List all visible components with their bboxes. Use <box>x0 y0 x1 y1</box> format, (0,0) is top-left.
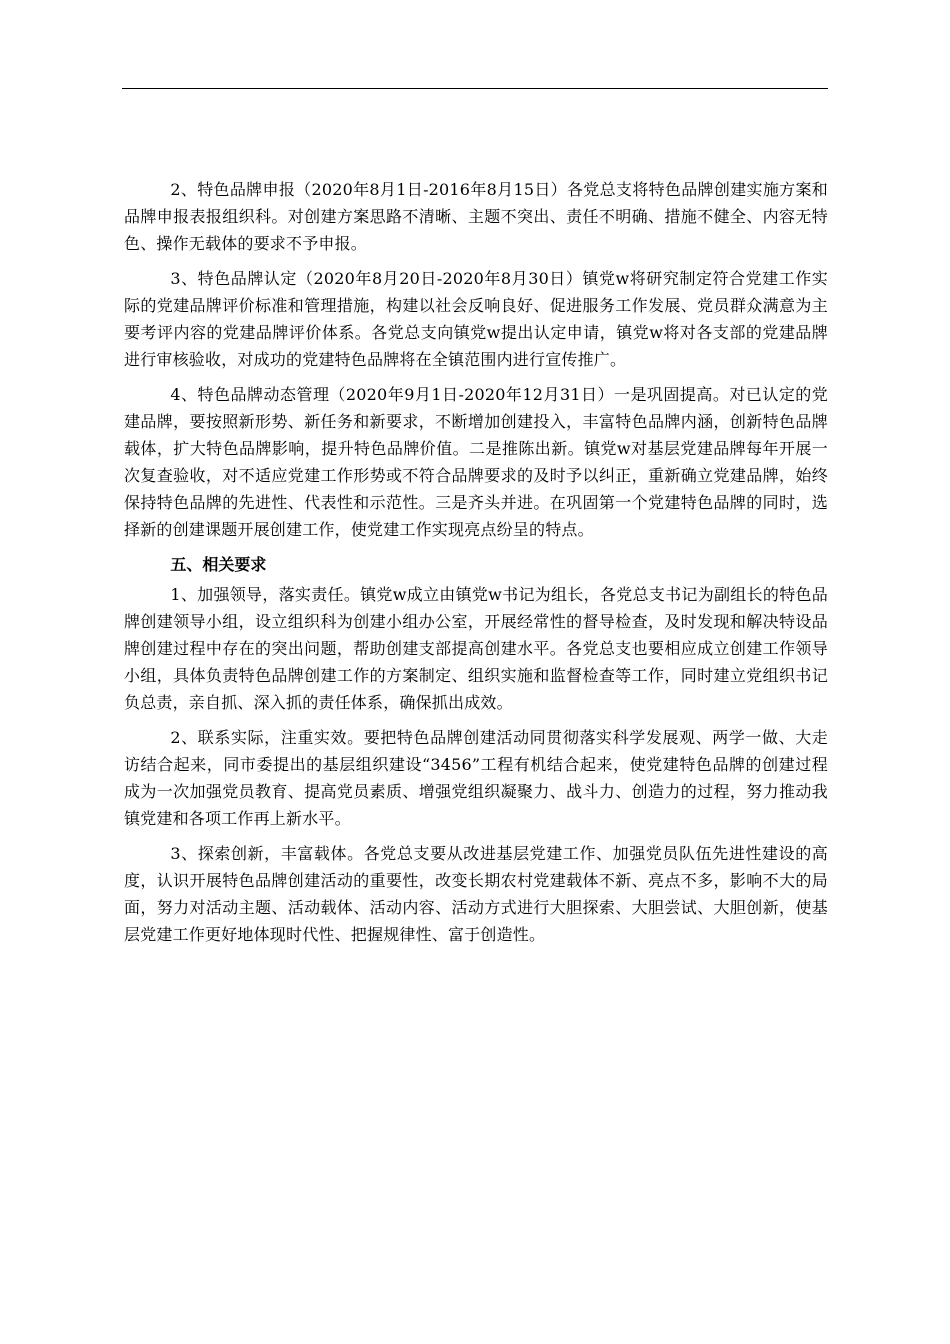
document-body <box>124 176 828 956</box>
header-rule <box>122 88 828 89</box>
paragraph-brand-application: 2、特色品牌申报（2020年8月1日-2016年8月15日）各党总支将特色品牌创建实施方案和品牌申报表报组织科。对创建方案思路不清晰、主题不突出、责任不明确、措施不健全、内容无特色、操作无载体的要求不予申报。 <box>124 180 828 253</box>
section-heading-requirements: 五、相关要求 <box>170 555 267 574</box>
paragraph-innovation: 3、探索创新，丰富载体。各党总支要从改进基层党建工作、加强党员队伍先进性建设的高度，认识开展特色品牌创建活动的重要性，改变长期农村党建载体不新、亮点不多，影响不大的局面，努力对活动主题、活动载体、活动内容、活动方式进行大胆探索、大胆尝试、大胆创新，使基层党建工作更好地体现时代性、把握规律性、富于创造性。 <box>124 844 828 944</box>
paragraph-brand-dynamic-management: 4、特色品牌动态管理（2020年9月1日-2020年12月31日）一是巩固提高。对已认定的党建品牌，要按照新形势、新任务和新要求，不断增加创建投入，丰富特色品牌内涵，创新特色品牌载体，扩大特色品牌影响，提升特色品牌价值。二是推陈出新。镇党w对基层党建品牌每年开展一次复查验收，对不适应党建工作形势或不符合品牌要求的及时予以纠正，重新确立党建品牌，始终保持特色品牌的先进性、代表性和示范性。三是齐头并进。在巩固第一个党建特色品牌的同时，选择新的创建课题开展创建工作，使党建工作实现亮点纷呈的特点。 <box>124 385 828 539</box>
paragraph-brand-recognition: 3、特色品牌认定（2020年8月20日-2020年8月30日）镇党w将研究制定符合党建工作实际的党建品牌评价标准和管理措施，构建以社会反响良好、促进服务工作发展、党员群众满意为主要考评内容的党建品牌评价体系。各党总支向镇党w提出认定申请，镇党w将对各支部的党建品牌进行审核验收，对成功的党建特色品牌将在全镇范围内进行宣传推广。 <box>124 269 828 369</box>
paragraph-practical-effect: 2、联系实际，注重实效。要把特色品牌创建活动同贯彻落实科学发展观、两学一做、大走访结合起来，同市委提出的基层组织建设“3456”工程有机结合起来，使党建特色品牌的创建过程成为一次加强党员教育、提高党员素质、增强党组织凝聚力、战斗力、创造力的过程，努力推动我镇党建和各项工作再上新水平。 <box>124 728 828 828</box>
paragraph-leadership: 1、加强领导，落实责任。镇党w成立由镇党w书记为组长，各党总支书记为副组长的特色品牌创建领导小组，设立组织科为创建小组办公室，开展经常性的督导检查，及时发现和解决特设品牌创建过程中存在的突出问题，帮助创建支部提高创建水平。各党总支也要相应成立创建工作领导小组，具体负责特色品牌创建工作的方案制定、组织实施和监督检查等工作，同时建立党组织书记负总责，亲自抓、深入抓的责任体系，确保抓出成效。 <box>124 585 828 712</box>
